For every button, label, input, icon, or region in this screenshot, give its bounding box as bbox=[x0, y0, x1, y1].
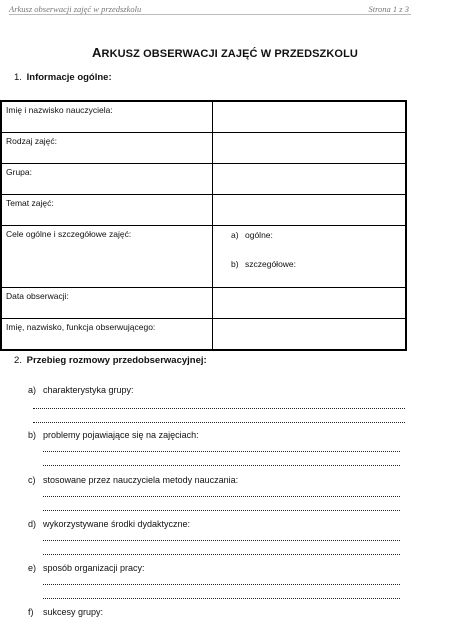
class-type-label: Rodzaj zajęć: bbox=[1, 133, 213, 164]
answer-line[interactable] bbox=[43, 496, 400, 497]
table-row bbox=[1, 226, 406, 288]
group-label: Grupa: bbox=[1, 164, 213, 195]
header-page-number: Strona 1 z 3 bbox=[368, 4, 409, 14]
answer-line[interactable] bbox=[43, 465, 400, 466]
table-row bbox=[1, 288, 406, 319]
document-title: ARKUSZ OBSERWACJI ZAJĘĆ W PRZEDSZKOLU bbox=[92, 45, 358, 60]
topic-label: Temat zajęć: bbox=[1, 195, 213, 226]
table-row bbox=[1, 164, 406, 195]
section-2-heading bbox=[14, 355, 207, 366]
answer-line[interactable] bbox=[43, 510, 400, 511]
section-1-heading bbox=[14, 72, 112, 83]
answer-line[interactable] bbox=[43, 451, 400, 452]
section-1-number: 1. bbox=[14, 72, 22, 83]
answer-line[interactable] bbox=[33, 422, 405, 423]
answer-line[interactable] bbox=[43, 598, 400, 599]
goals-field[interactable] bbox=[213, 226, 407, 288]
observation-date-label: Data obserwacji: bbox=[1, 288, 213, 319]
observation-date-field[interactable] bbox=[213, 288, 407, 319]
item-label: f) sukcesy grupy: bbox=[28, 607, 104, 617]
goal-specific: b) szczegółowe: bbox=[231, 259, 297, 269]
page-header bbox=[9, 1, 409, 15]
list-item bbox=[28, 430, 408, 440]
topic-field[interactable] bbox=[213, 195, 407, 226]
answer-line[interactable] bbox=[43, 584, 400, 585]
header-divider bbox=[9, 14, 411, 15]
item-label: d) wykorzystywane środki dydaktyczne: bbox=[28, 519, 191, 529]
teacher-name-field[interactable] bbox=[213, 101, 407, 133]
answer-line[interactable] bbox=[43, 554, 400, 555]
item-label: b) problemy pojawiające się na zajęciach: bbox=[28, 430, 199, 440]
observer-label: Imię, nazwisko, funkcja obserwującego: bbox=[1, 319, 213, 351]
list-item bbox=[28, 519, 408, 529]
section-1-title: Informacje ogólne: bbox=[26, 72, 112, 83]
class-type-field[interactable] bbox=[213, 133, 407, 164]
section-2-number: 2. bbox=[14, 355, 22, 366]
item-label: e) sposób organizacji pracy: bbox=[28, 563, 145, 573]
list-item bbox=[28, 385, 408, 395]
goal-general: a) ogólne: bbox=[231, 230, 273, 240]
item-label: a) charakterystyka grupy: bbox=[28, 385, 134, 395]
list-item bbox=[28, 607, 408, 617]
table-row bbox=[1, 133, 406, 164]
section-2-title: Przebieg rozmowy przedobserwacyjnej: bbox=[26, 355, 207, 366]
table-row bbox=[1, 319, 406, 351]
table-row bbox=[1, 101, 406, 133]
goals-label: Cele ogólne i szczegółowe zajęć: bbox=[1, 226, 213, 288]
answer-line[interactable] bbox=[33, 408, 405, 409]
group-field[interactable] bbox=[213, 164, 407, 195]
list-item bbox=[28, 563, 408, 573]
general-info-table bbox=[0, 100, 407, 351]
observer-field[interactable] bbox=[213, 319, 407, 351]
header-document-name: Arkusz obserwacji zajęć w przedszkolu bbox=[9, 4, 142, 14]
list-item bbox=[28, 475, 408, 485]
table-row bbox=[1, 195, 406, 226]
answer-line[interactable] bbox=[43, 540, 400, 541]
item-label: c) stosowane przez nauczyciela metody nauczania: bbox=[28, 475, 239, 485]
teacher-name-label: Imię i nazwisko nauczyciela: bbox=[1, 101, 213, 133]
